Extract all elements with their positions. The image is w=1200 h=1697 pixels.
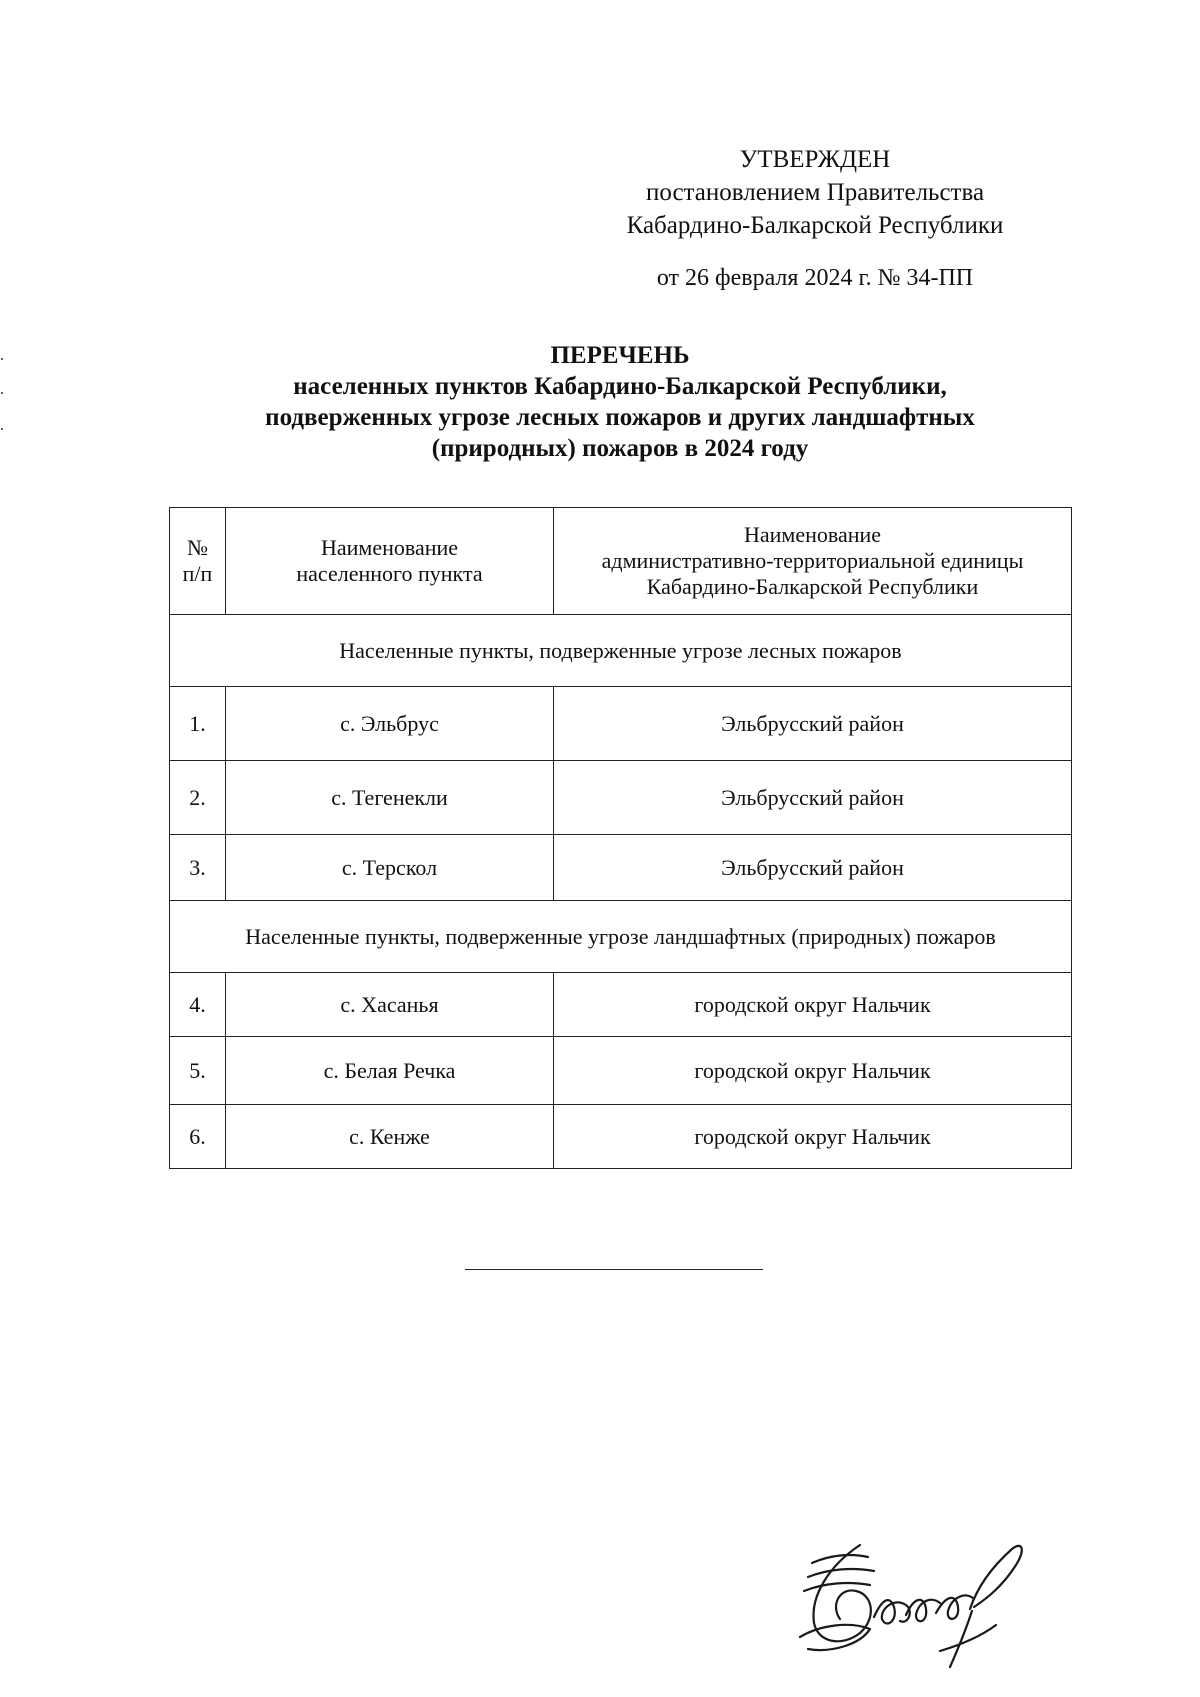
- row-admin-unit: Эльбрусский район: [554, 761, 1072, 835]
- table-row: [170, 1037, 1072, 1105]
- table-row: [170, 835, 1072, 901]
- header-unit-line-3: Кабардино-Балкарской Республики: [646, 574, 979, 599]
- section-row: [170, 615, 1072, 687]
- row-settlement: с. Эльбрус: [226, 687, 554, 761]
- title-line-3: (природных) пожаров в 2024 году: [431, 435, 809, 462]
- row-admin-unit: Эльбрусский район: [554, 687, 1072, 761]
- header-unit-line-1: Наименование: [743, 522, 882, 547]
- approval-region: Кабардино-Балкарской Республики: [626, 212, 1004, 239]
- end-divider: [465, 1269, 763, 1270]
- title-line-1: населенных пунктов Кабардино-Балкарской Республики,: [293, 373, 947, 400]
- header-unit-line-2: административно-территориальной единицы: [601, 548, 1024, 573]
- header-admin-unit: [554, 508, 1072, 615]
- header-settlement-name: [226, 508, 554, 615]
- header-number-line-1: №: [187, 535, 208, 560]
- table-row: [170, 1105, 1072, 1169]
- section-title: Населенные пункты, подверженные угрозе лесных пожаров: [170, 615, 1072, 687]
- table-row: [170, 761, 1072, 835]
- section-title: Населенные пункты, подверженные угрозе ландшафтных (природных) пожаров: [170, 901, 1072, 973]
- approval-date: от 26 февраля 2024 г. № 34-ПП: [656, 265, 974, 291]
- approval-issuer: постановлением Правительства: [645, 179, 985, 206]
- row-number: 4.: [170, 973, 226, 1037]
- approval-heading: УТВЕРЖДЕН: [739, 146, 891, 173]
- row-number: 3.: [170, 835, 226, 901]
- row-admin-unit: городской округ Нальчик: [554, 973, 1072, 1037]
- row-settlement: с. Белая Речка: [226, 1037, 554, 1105]
- row-number: 2.: [170, 761, 226, 835]
- header-number-line-2: п/п: [182, 561, 213, 586]
- row-number: 5.: [170, 1037, 226, 1105]
- header-name-line-1: Наименование: [320, 535, 459, 560]
- settlements-table: [169, 507, 1072, 1169]
- header-number: [170, 508, 226, 615]
- row-settlement: с. Хасанья: [226, 973, 554, 1037]
- row-admin-unit: городской округ Нальчик: [554, 1037, 1072, 1105]
- row-number: 6.: [170, 1105, 226, 1169]
- row-settlement: с. Терскол: [226, 835, 554, 901]
- margin-marks: [0, 355, 6, 435]
- row-admin-unit: Эльбрусский район: [554, 835, 1072, 901]
- document-title: [170, 340, 1070, 464]
- row-settlement: с. Тегенекли: [226, 761, 554, 835]
- title-line-2: подверженных угрозе лесных пожаров и других ландшафтных: [265, 404, 975, 431]
- approval-stamp: [600, 143, 1030, 295]
- row-number: 1.: [170, 687, 226, 761]
- row-settlement: с. Кенже: [226, 1105, 554, 1169]
- row-admin-unit: городской округ Нальчик: [554, 1105, 1072, 1169]
- header-name-line-2: населенного пункта: [296, 561, 483, 586]
- signature: [790, 1525, 1030, 1675]
- title-heading: ПЕРЕЧЕНЬ: [550, 342, 690, 369]
- table-row: [170, 973, 1072, 1037]
- table-header-row: [170, 508, 1072, 615]
- section-row: [170, 901, 1072, 973]
- table-row: [170, 687, 1072, 761]
